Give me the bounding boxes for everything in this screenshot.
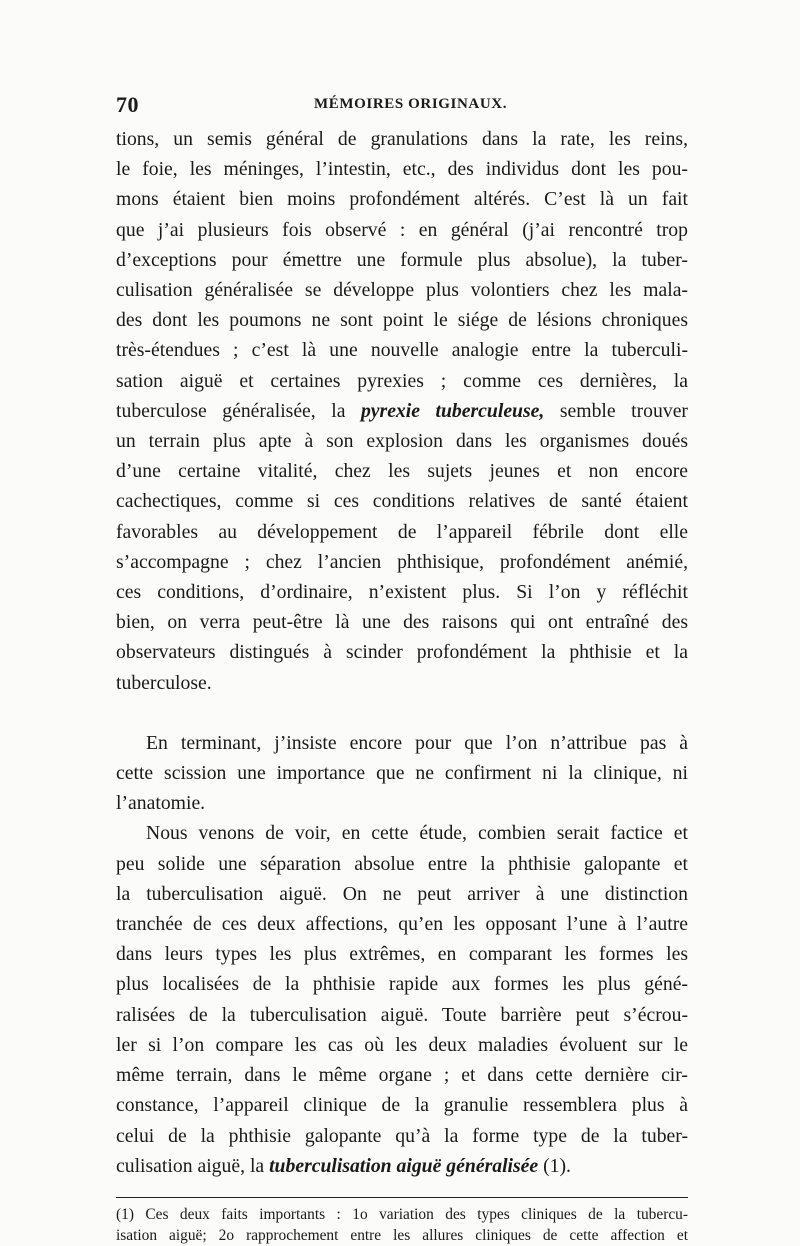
footnote bbox=[116, 1204, 688, 1246]
text-line: la tuberculisation aiguë. On ne peut arriver à une distinction bbox=[116, 882, 688, 905]
page-number: 70 bbox=[116, 92, 139, 117]
text-line: un terrain plus apte à son explosion dans les organismes doués bbox=[116, 430, 688, 453]
italic-phrase: tuberculisation aiguë généralisée bbox=[269, 1154, 539, 1177]
page-header bbox=[116, 92, 688, 118]
text-line: observateurs distingués à scinder profondément la phthisie et la bbox=[116, 641, 688, 664]
text-line: sation aiguë et certaines pyrexies ; comme ces dernières, la bbox=[116, 369, 688, 392]
text-line-with-italic bbox=[116, 1151, 688, 1181]
footnote-line: (1) Ces deux faits importants : 1o variation des types cliniques de la tubercu- bbox=[116, 1205, 688, 1223]
text-line: très-étendues ; c’est là une nouvelle analogie entre la tuberculi- bbox=[116, 339, 688, 362]
document-page bbox=[116, 92, 688, 1246]
paragraph-gap bbox=[116, 698, 688, 728]
text-line: tranchée de ces deux affections, qu’en les opposant l’une à l’autre bbox=[116, 913, 688, 936]
text-line: bien, on verra peut-être là une des raisons qui ont entraîné des bbox=[116, 611, 688, 634]
text-line: constance, l’appareil clinique de la granulie ressemblera plus à bbox=[116, 1094, 688, 1117]
running-head: MÉMOIRES ORIGINAUX. bbox=[314, 96, 508, 112]
text-line: mons étaient bien moins profondément altérés. C’est là un fait bbox=[116, 188, 688, 211]
text-line: d’une certaine vitalité, chez les sujets jeunes et non encore bbox=[116, 460, 688, 483]
text-line: peu solide une séparation absolue entre la phthisie galopante et bbox=[116, 852, 688, 875]
text-line: plus localisées de la phthisie rapide aux formes les plus géné- bbox=[116, 973, 688, 996]
text-line: ler si l’on compare les cas où les deux maladies évoluent sur le bbox=[116, 1033, 688, 1056]
text-line: Nous venons de voir, en cette étude, combien serait factice et bbox=[146, 822, 688, 845]
text-line: d’exceptions pour émettre une formule plus absolue), la tuber- bbox=[116, 248, 688, 271]
footnote-line: isation aiguë; 2o rapprochement entre les allures cliniques de cette affection et bbox=[116, 1226, 688, 1244]
text-line: culisation généralisée se développe plus volontiers chez les mala- bbox=[116, 279, 688, 302]
text-line: le foie, les méninges, l’intestin, etc., des individus dont les pou- bbox=[116, 158, 688, 181]
text-line: ralisées de la tuberculisation aiguë. Toute barrière peut s’écrou- bbox=[116, 1003, 688, 1026]
text-line: l’anatomie. bbox=[116, 792, 206, 815]
paragraph-2 bbox=[116, 728, 688, 819]
text-line: même terrain, dans le même organe ; et dans cette dernière cir- bbox=[116, 1064, 688, 1087]
text-line: cachectiques, comme si ces conditions relatives de santé étaient bbox=[116, 490, 688, 513]
body-text bbox=[116, 124, 688, 1181]
footnote-rule bbox=[116, 1197, 688, 1198]
text-line: que j’ai plusieurs fois observé : en général (j’ai rencontré trop bbox=[116, 218, 688, 241]
text-line: cette scission une importance que ne confirment ni la clinique, ni bbox=[116, 762, 688, 785]
text-segment: culisation aiguë, la bbox=[116, 1154, 270, 1177]
text-segment: semble trouver bbox=[544, 399, 688, 422]
text-line: ces conditions, d’ordinaire, n’existent plus. Si l’on y réfléchit bbox=[116, 581, 688, 604]
text-line-with-italic bbox=[116, 396, 688, 426]
text-line: des dont les poumons ne sont point le siége de lésions chroniques bbox=[116, 309, 688, 332]
text-segment: tuberculose généralisée, la bbox=[116, 399, 361, 422]
text-line: tions, un semis général de granulations dans la rate, les reins, bbox=[116, 128, 688, 150]
paragraph-1 bbox=[116, 124, 688, 698]
text-line: favorables au développement de l’appareil fébrile dont elle bbox=[116, 520, 688, 543]
paragraph-3 bbox=[116, 818, 688, 1180]
italic-phrase: pyrexie tuberculeuse, bbox=[360, 399, 545, 422]
text-line: s’accompagne ; chez l’ancien phthisique, profondément anémié, bbox=[116, 550, 688, 573]
text-line: tuberculose. bbox=[116, 671, 212, 694]
text-line: En terminant, j’insiste encore pour que l’on n’attribue pas à bbox=[146, 731, 688, 754]
text-line: dans leurs types les plus extrêmes, en comparant les formes les bbox=[116, 943, 688, 966]
text-segment: (1). bbox=[538, 1154, 571, 1177]
text-line: celui de la phthisie galopante qu’à la forme type de la tuber- bbox=[116, 1124, 688, 1147]
